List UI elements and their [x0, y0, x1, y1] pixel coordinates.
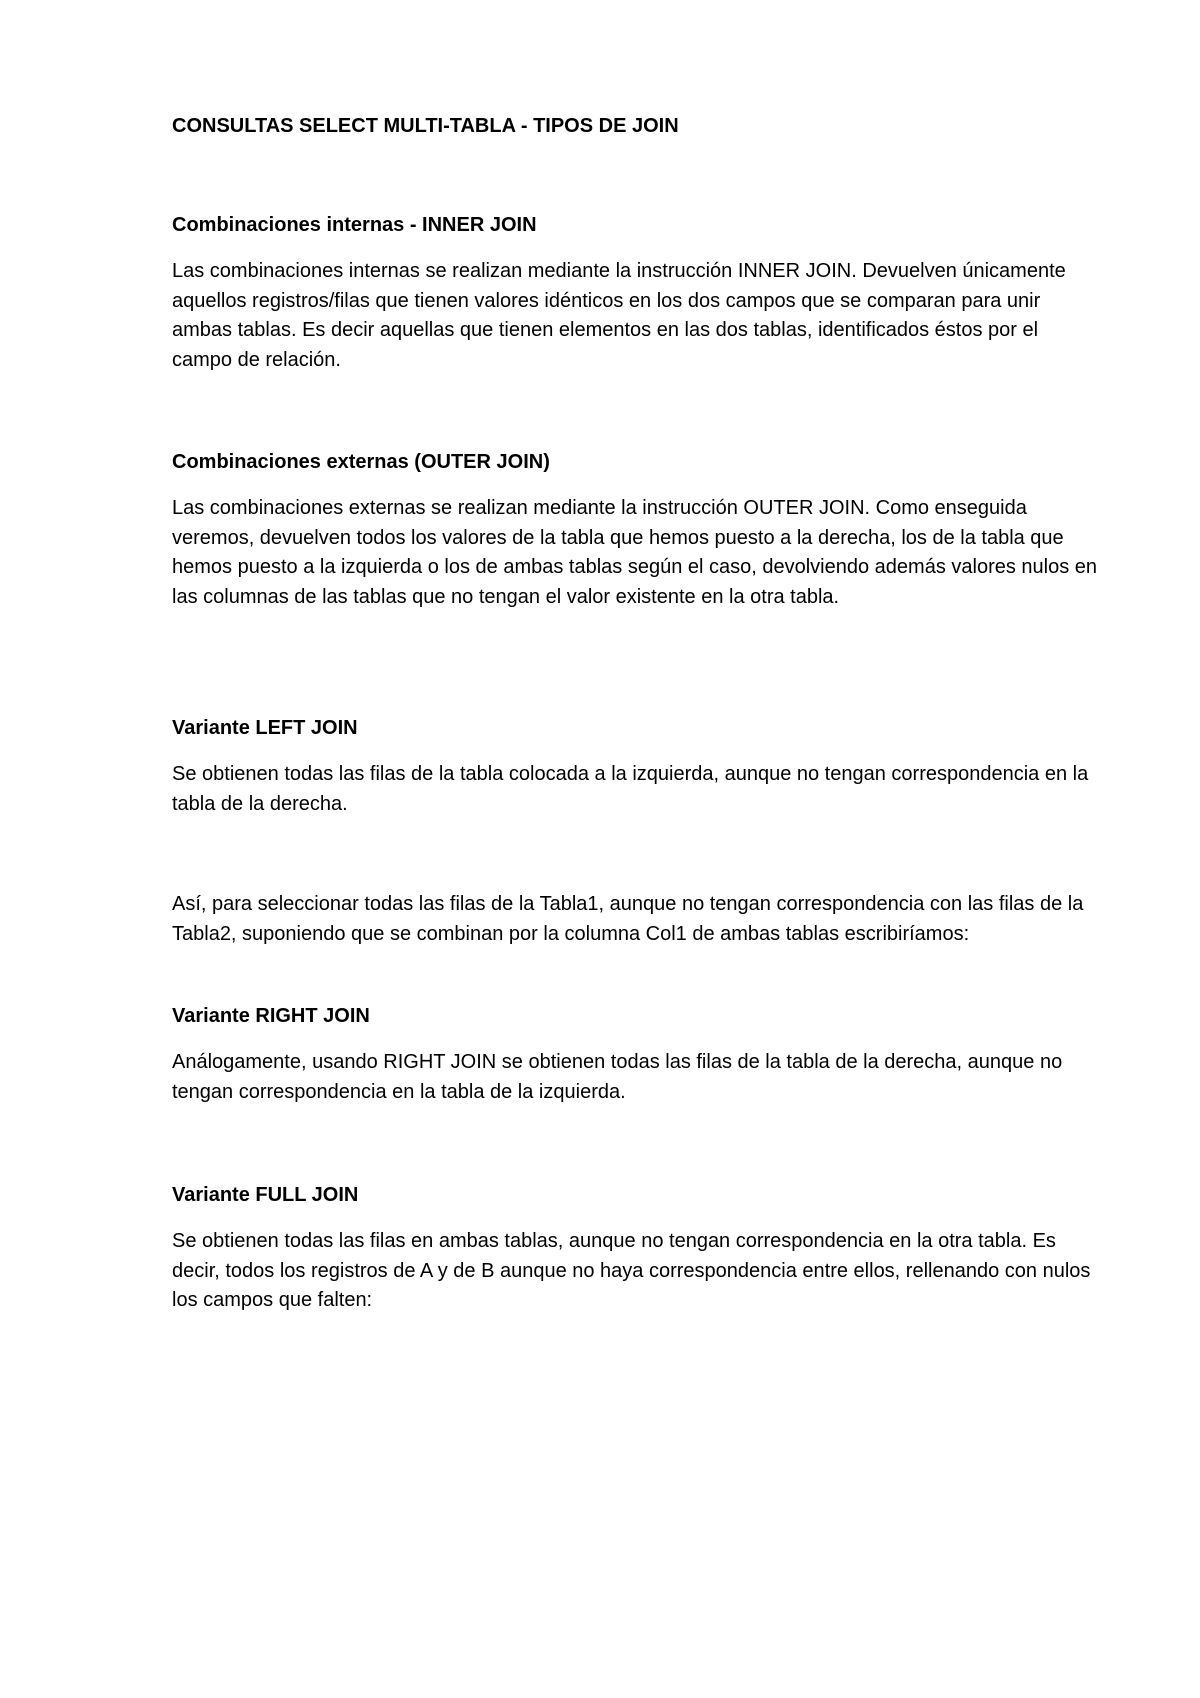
paragraph-left-join-example: Así, para seleccionar todas las filas de la Tabla1, aunque no tengan correspondencia con las filas de la Tabla2, suponiendo que se combinan por la columna Col1 de ambas tablas escribiríamos:: [172, 893, 1084, 945]
section-heading-full-join: Variante FULL JOIN: [172, 1184, 359, 1206]
paragraph-left-join: Se obtienen todas las filas de la tabla colocada a la izquierda, aunque no tengan correspondencia en la tabla de la derecha.: [172, 763, 1089, 815]
paragraph-right-join: Análogamente, usando RIGHT JOIN se obtienen todas las filas de la tabla de la derecha, aunque no tengan correspondencia en la tabla de la izquierda.: [172, 1051, 1063, 1103]
paragraph-full-join: Se obtienen todas las filas en ambas tablas, aunque no tengan correspondencia en la otra tabla. Es decir, todos los registros de A y de B aunque no haya correspondencia entre ellos, rellenando con nulos los campos que falten:: [172, 1230, 1091, 1311]
section-heading-inner-join: Combinaciones internas - INNER JOIN: [172, 214, 537, 236]
paragraph-inner-join: Las combinaciones internas se realizan mediante la instrucción INNER JOIN. Devuelven únicamente aquellos registros/filas que tienen valores idénticos en los dos campos que se comparan para unir ambas tablas. Es decir aquellas que tienen elementos en las dos tablas, identificados éstos por el campo de relación.: [172, 260, 1066, 371]
section-heading-right-join: Variante RIGHT JOIN: [172, 1005, 370, 1027]
section-heading-outer-join: Combinaciones externas (OUTER JOIN): [172, 451, 550, 473]
document-title: CONSULTAS SELECT MULTI-TABLA - TIPOS DE JOIN: [172, 115, 679, 137]
paragraph-outer-join: Las combinaciones externas se realizan mediante la instrucción OUTER JOIN. Como enseguida veremos, devuelven todos los valores de la tabla que hemos puesto a la derecha, los de la tabla que hemos puesto a la izquierda o los de ambas tablas según el caso, devolviendo además valores nulos en las columnas de las tablas que no tengan el valor existente en la otra tabla.: [172, 497, 1098, 608]
section-heading-left-join: Variante LEFT JOIN: [172, 717, 358, 739]
